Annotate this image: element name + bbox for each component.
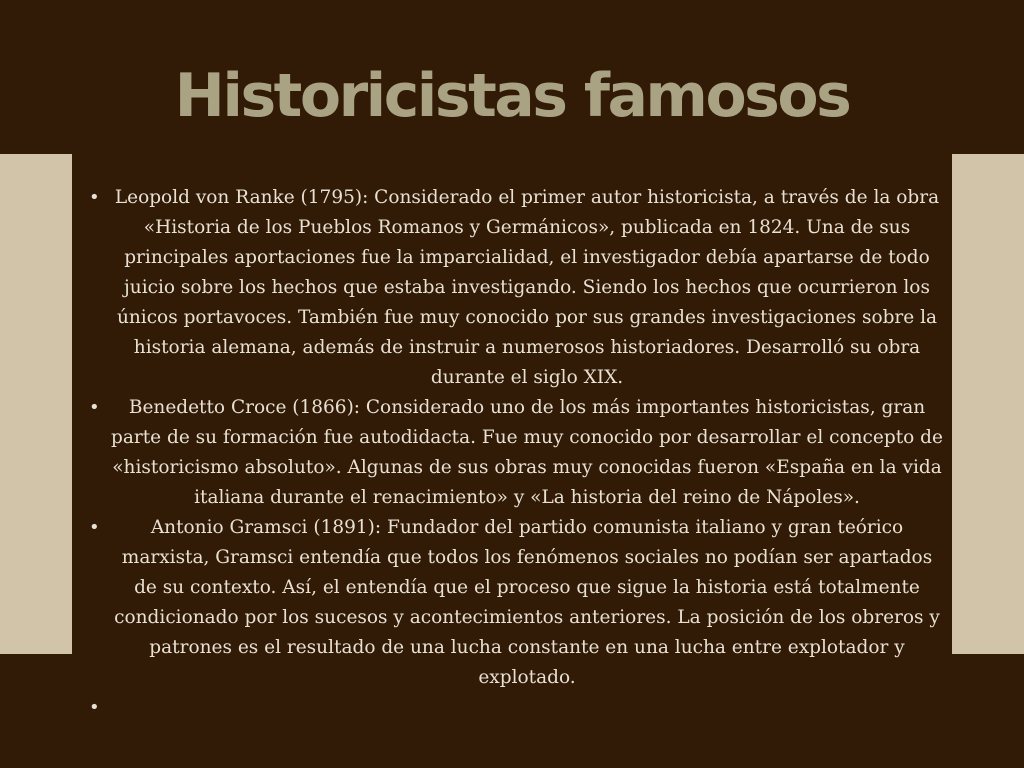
bullet-dot-icon: • [89,187,100,208]
bullet-list [89,183,946,718]
bullet-item-ranke [89,183,946,393]
bullet-item-gramsci [89,513,946,693]
slide-title: Historicistas famosos [174,61,850,131]
bullet-dot-icon: • [89,697,100,718]
bullet-text: Benedetto Croce (1866): Considerado uno de los más importantes historicistas, gran parte de su formación fue autodidacta. Fue muy conocido por desarrollar el concepto de «historicismo absoluto». Algunas de sus obras muy conocidas fueron «España en la vida italiana durante el renacimiento» y «La historia del reino de Nápoles». [111,397,943,508]
bullet-text: Antonio Gramsci (1891): Fundador del partido comunista italiano y gran teórico marxista, Gramsci entendía que todos los fenómenos sociales no podían ser apartados de su contexto. Así, el entendía que el proceso que sigue la historia está totalmente condicionado por los sucesos y acontecimientos anteriores. La posición de los obreros y patrones es el resultado de una lucha constante en una lucha entre explotador y explotado. [114,517,940,688]
bullet-item-croce [89,393,946,513]
bullet-dot-icon: • [89,397,100,418]
bullet-dot-icon: • [89,517,100,538]
left-decor-panel [0,154,72,654]
right-decor-panel [952,154,1024,654]
bullet-text: Leopold von Ranke (1795): Considerado el primer autor historicista, a través de la obra «Historia de los Pueblos Romanos y Germánicos», publicada en 1824. Una de sus principales aportaciones fue la imparcialidad, el investigador debía apartarse de todo juicio sobre los hechos que estaba investigando. Siendo los hechos que ocurrieron los únicos portavoces. También fue muy conocido por sus grandes investigaciones sobre la historia alemana, además de instruir a numerosos historiadores. Desarrolló su obra durante el siglo XIX. [114,187,940,388]
